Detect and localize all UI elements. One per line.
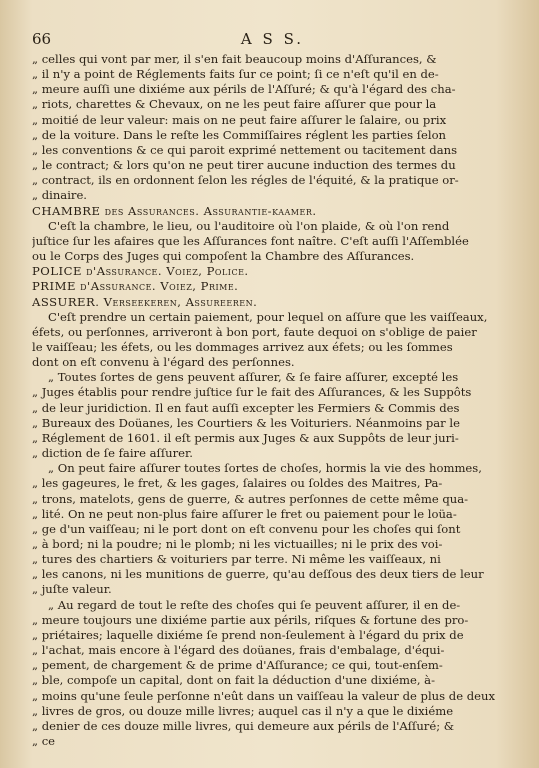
- text-line: „ à bord; ni la poudre; ni le plomb; ni les victuailles; ni le prix des voi-: [32, 537, 443, 551]
- text-line: „ livres de gros, ou douze mille livres; auquel cas il n'y a que le dixiéme: [32, 703, 454, 718]
- text-line: C'eſt la chambre, le lieu, ou l'auditoire où l'on plaide, & où l'on rend: [48, 218, 450, 233]
- text-line: „ lité. On ne peut non-plus faire aſſurer le fret ou paiement pour le loüa-: [32, 506, 457, 521]
- text-line: „ celles qui vont par mer, il s'en fait beaucoup moins d'Aſſurances, &: [32, 52, 437, 66]
- text-line: POLICE d'Aſſurance. Voiez, Police.: [32, 264, 249, 279]
- text-line: „ trons, matelots, gens de guerre, & autres perſonnes de cette même qua-: [32, 491, 469, 506]
- text-line: juſtice ſur les afaires que les Aſſurances font naître. C'eſt auſſi l'Aſſemblée: [32, 233, 469, 248]
- running-head: A S S.: [240, 30, 305, 48]
- text-line: „ contract, ils en ordonnent ſelon les régles de l'équité, & la pratique or-: [32, 173, 459, 188]
- text-line: éfets, ou perſonnes, arriveront à bon port, faute dequoi on s'oblige de paier: [32, 324, 477, 339]
- text-line: „ l'achat, mais encore à l'égard des doüanes, frais d'embalage, d'équi-: [32, 643, 445, 658]
- text-line: ASSURER. Verſeekeren, Aſſureeren.: [32, 294, 258, 309]
- text-line: „ moins qu'une ſeule perſonne n'eût dans un vaiſſeau la valeur de plus de deux: [32, 688, 496, 703]
- text-line: „ il n'y a point de Réglements faits ſur ce point; ſi ce n'eſt qu'il en de-: [32, 67, 439, 82]
- text-line: „ dinaire.: [32, 188, 87, 203]
- text-line: „ diction de ſe faire aſſurer.: [32, 446, 193, 461]
- text-line: „ ge d'un vaiſſeau; ni le port dont on eſt convenu pour les choſes qui ſont: [32, 521, 461, 536]
- text-line: „ moitié de leur valeur: mais on ne peut faire aſſurer le ſalaire, ou prix: [32, 112, 447, 127]
- text-line: „ riots, charettes & Chevaux, on ne les peut faire aſſurer que pour la: [32, 97, 437, 112]
- text-line: „ les conventions & ce qui paroit exprimé nettement ou tacitement dans: [32, 142, 458, 157]
- text-line: PRIME d'Aſſurance. Voiez, Prime.: [32, 279, 239, 294]
- page-number: 66: [32, 30, 52, 48]
- text-line: „ les gageures, le fret, & les gages, ſalaires ou ſoldes des Maitres, Pa-: [32, 476, 443, 491]
- text-line: „ priétaires; laquelle dixiéme ſe prend non-ſeulement à l'égard du prix de: [32, 627, 464, 642]
- text-line: „ le contract; & lors qu'on ne peut tirer aucune induction des termes du: [32, 158, 456, 173]
- text-line: „ pement, de chargement & de prime d'Aſſurance; ce qui, tout-enſem-: [32, 658, 443, 673]
- text-line: „ juſte valeur.: [32, 582, 112, 597]
- text-line: „ tures des chartiers & voituriers par terre. Ni même les vaiſſeaux, ni: [32, 552, 441, 567]
- text-line: „ meure toujours une dixiéme partie aux périls, riſques & fortune des pro-: [32, 612, 469, 627]
- text-line: „ Réglement de 1601. il eſt permis aux Juges & aux Suppôts de leur juri-: [32, 430, 459, 445]
- text-line: „ Au regard de tout le reſte des choſes qui ſe peuvent aſſurer, il en de-: [48, 597, 461, 612]
- text-line: „ les canons, ni les munitions de guerre, qu'au deſſous des deux tiers de leur: [32, 567, 484, 582]
- text-line: „ On peut faire aſſurer toutes ſortes de choſes, hormis la vie des hommes,: [48, 461, 482, 476]
- text-line: „ de leur juridiction. Il en faut auſſi excepter les Fermiers & Commis des: [32, 400, 460, 415]
- text-line: „ ble, compoſe un capital, dont on fait la déduction d'une dixiéme, à-: [32, 673, 436, 688]
- text-line: „ Juges établis pour rendre juſtice ſur le fait des Aſſurances, & les Suppôts: [32, 385, 472, 400]
- text-line: „ denier de ces douze mille livres, qui demeure aux périls de l'Aſſuré; &: [32, 718, 455, 733]
- text-line: CHAMBRE des Aſſurances. Aſſurantie-kaamer.: [32, 203, 317, 218]
- text-line: ou le Corps des Juges qui compoſent la Chambre des Aſſurances.: [32, 249, 415, 264]
- page-header: [32, 30, 513, 48]
- page-body-text: [32, 52, 515, 758]
- text-line: „ de la voiture. Dans le reſte les Commiſſaires réglent les parties ſelon: [32, 127, 447, 142]
- text-line: le vaiſſeau; les éfets, ou les dommages arrivez aux éfets; ou les ſommes: [32, 339, 453, 354]
- text-line: „ Bureaux des Doüanes, les Courtiers & les Voituriers. Néanmoins par le: [32, 415, 460, 430]
- text-line: C'eſt prendre un certain paiement, pour lequel on aſſure que les vaiſſeaux,: [48, 309, 488, 324]
- text-line: „ meure auſſi une dixiéme aux périls de l'Aſſuré; & qu'à l'égard des cha-: [32, 82, 456, 97]
- text-line: „ ce: [32, 734, 56, 749]
- text-line: „ Toutes ſortes de gens peuvent aſſurer, & ſe faire aſſurer, excepté les: [48, 370, 459, 385]
- text-line: dont on eſt convenu à l'égard des perſonnes.: [32, 355, 295, 370]
